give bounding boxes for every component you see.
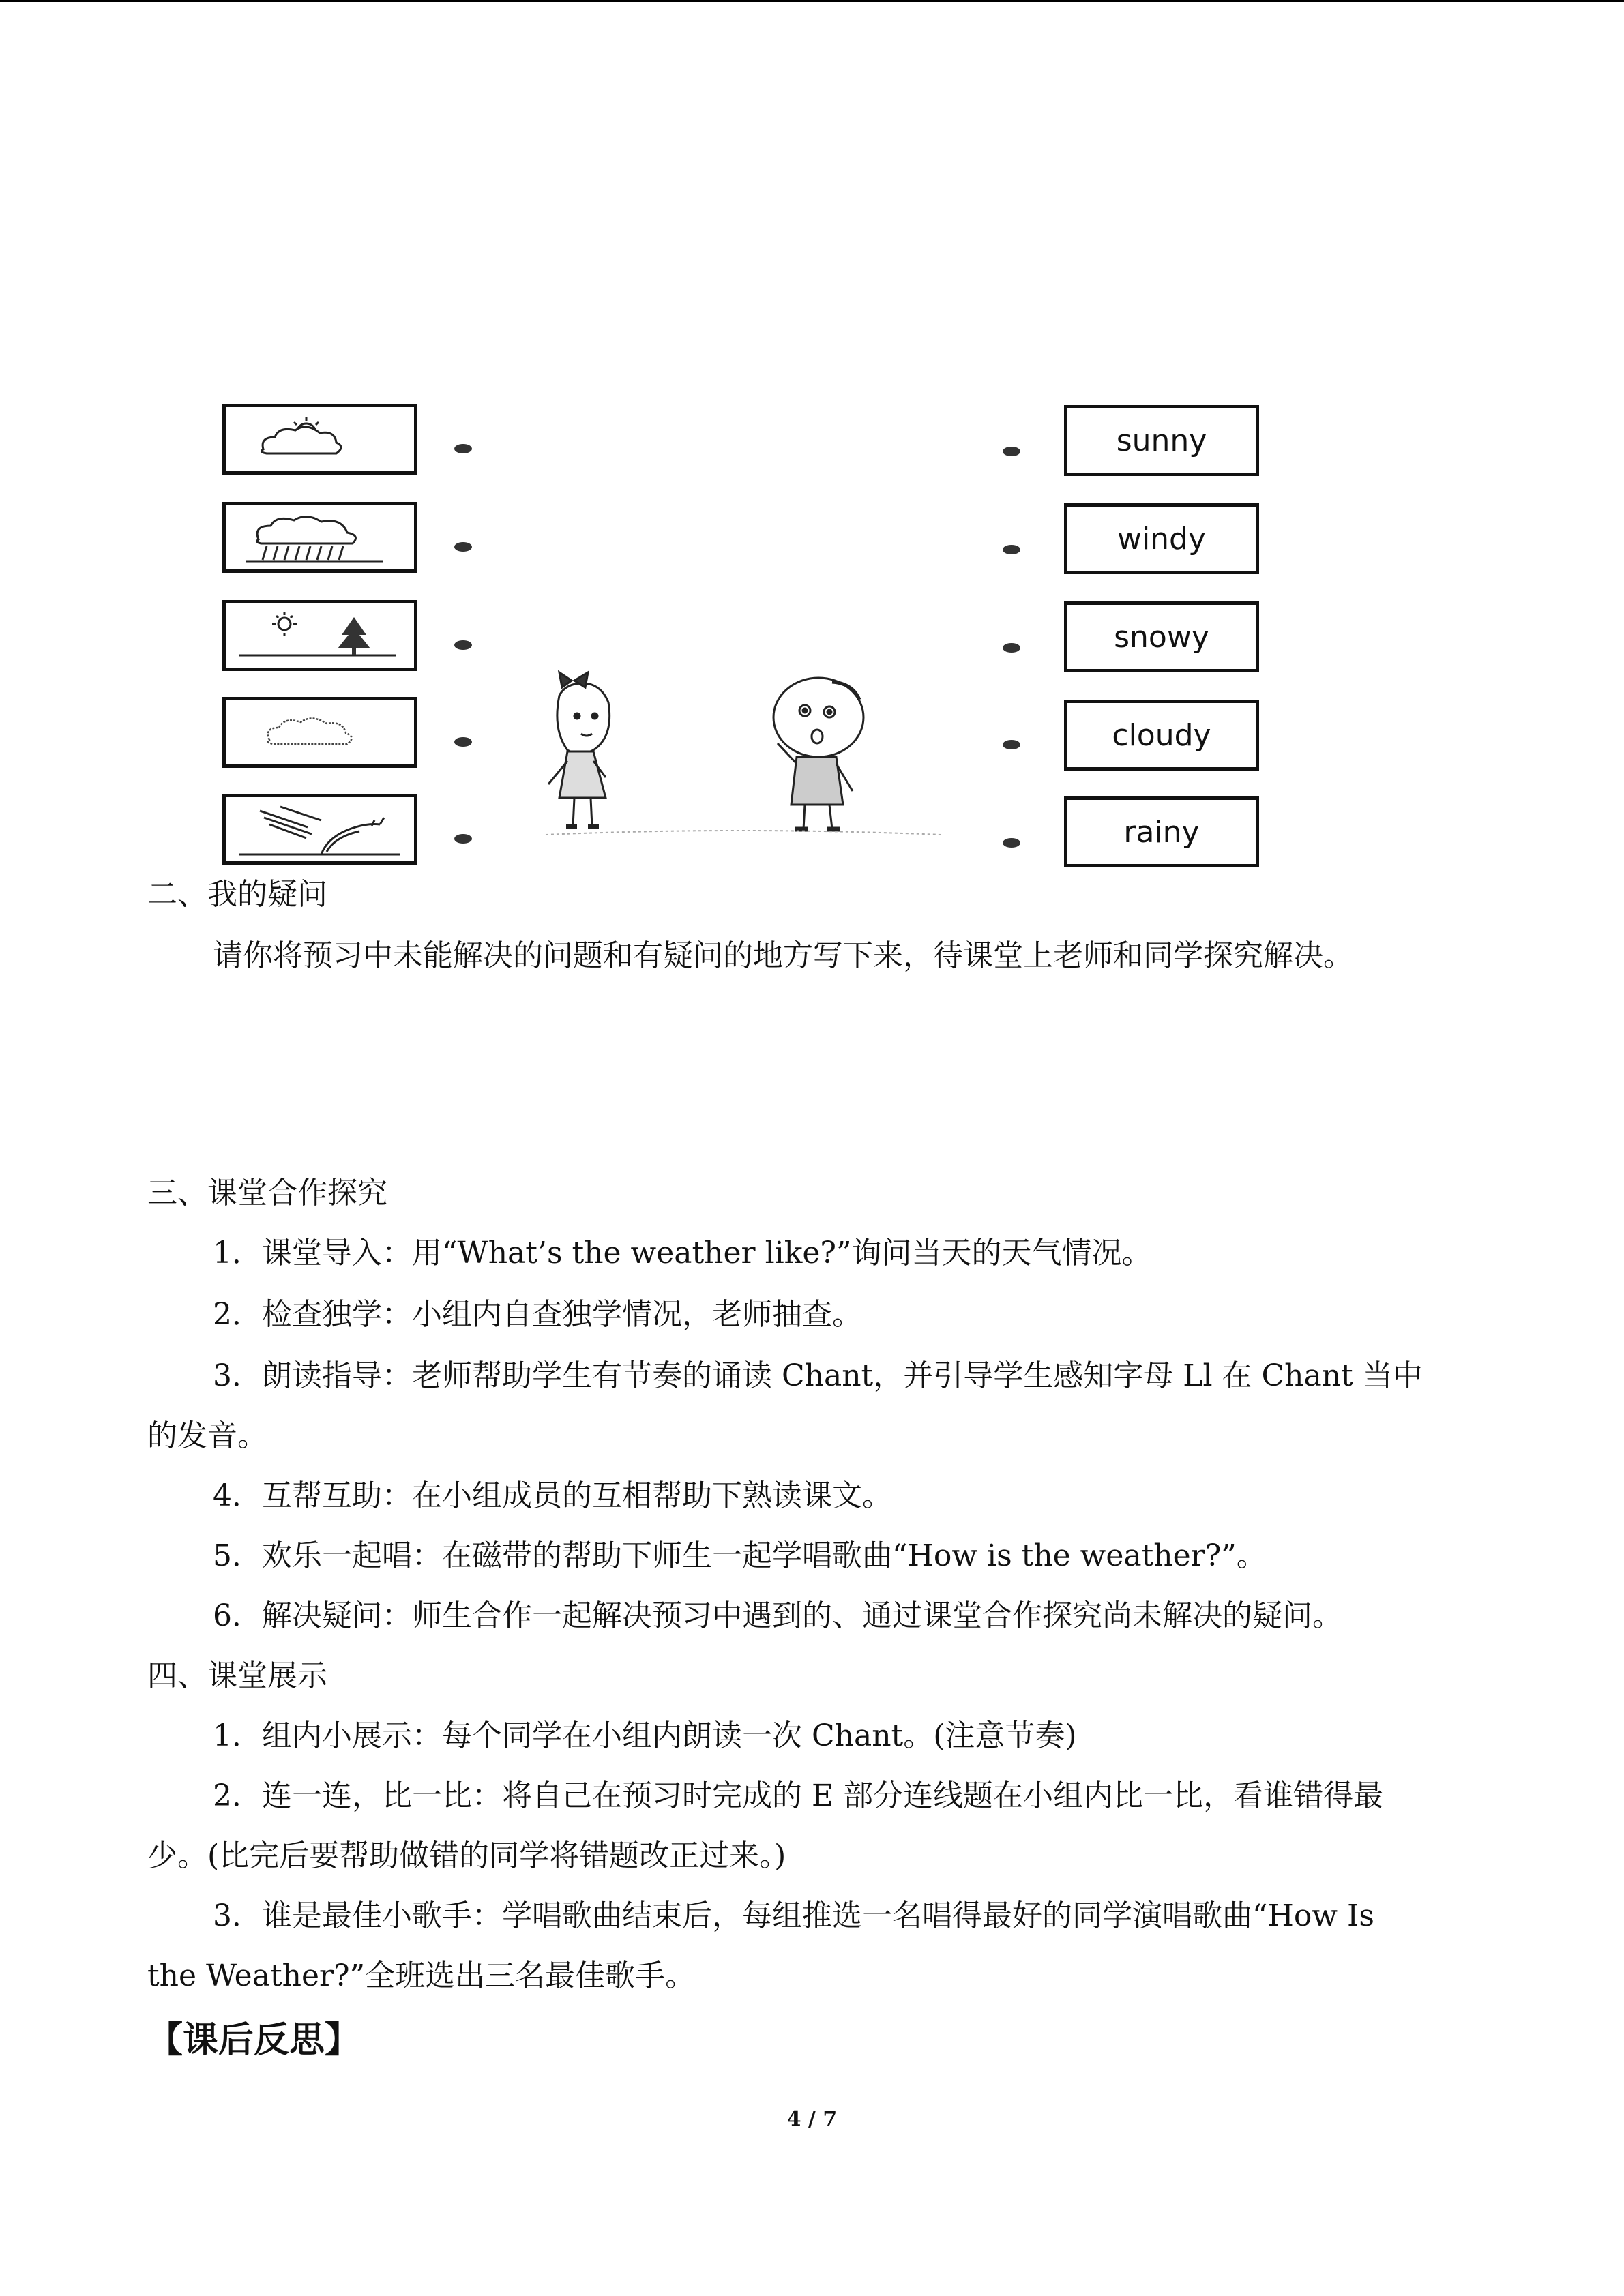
section3-heading: 三、课堂合作探究 xyxy=(147,1176,387,1210)
reflection-heading: 【课后反思】 xyxy=(147,2020,361,2061)
sun-cloud-icon xyxy=(226,407,414,471)
section4-item-1: 1．组内小展示：每个同学在小组内朗读一次 Chant。(注意节奏) xyxy=(213,1718,1077,1753)
picture-box-4 xyxy=(222,697,417,768)
sun-tree-icon xyxy=(226,603,414,668)
section3-item-6: 6．解决疑问：师生合作一起解决预习中遇到的、通过课堂合作探究尚未解决的疑问。 xyxy=(213,1598,1342,1633)
right-dot-3 xyxy=(1001,641,1022,655)
section2-instruction: 请你将预习中未能解决的问题和有疑问的地方写下来，待课堂上老师和同学探究解决。 xyxy=(213,938,1353,973)
right-dot-4 xyxy=(1001,738,1022,751)
section3-item-2: 2．检查独学：小组内自查独学情况，老师抽查。 xyxy=(213,1297,862,1332)
section3-item-5: 5．欢乐一起唱：在磁带的帮助下师生一起学唱歌曲“How is the weather?”。 xyxy=(213,1538,1267,1573)
picture-box-5 xyxy=(222,794,417,865)
word-box-rainy: rainy xyxy=(1064,796,1259,867)
right-dot-5 xyxy=(1001,836,1022,850)
section4-heading: 四、课堂展示 xyxy=(147,1658,327,1693)
picture-box-1 xyxy=(222,404,417,475)
section4-item-3: 3．谁是最佳小歌手：学唱歌曲结束后，每组推选一名唱得最好的同学演唱歌曲“How Is xyxy=(213,1898,1374,1933)
right-dot-2 xyxy=(1001,543,1022,556)
section4-item-3-cont: the Weather?”全班选出三名最佳歌手。 xyxy=(147,1958,696,1993)
picture-box-2 xyxy=(222,502,417,573)
cloud-icon xyxy=(226,700,414,764)
girl-figure xyxy=(548,672,610,826)
section4-item-2-cont: 少。(比完后要帮助做错的同学将错题改正过来。) xyxy=(147,1838,786,1873)
word-box-sunny: sunny xyxy=(1064,405,1259,476)
left-dot-2 xyxy=(453,540,473,554)
left-dot-1 xyxy=(453,442,473,456)
right-dot-1 xyxy=(1001,445,1022,458)
left-dot-5 xyxy=(453,832,473,846)
section3-item-3: 3．朗读指导：老师帮助学生有节奏的诵读 Chant，并引导学生感知字母 Ll 在 Chant 当中 xyxy=(213,1358,1423,1393)
matching-exercise xyxy=(0,0,1624,886)
picture-box-3 xyxy=(222,600,417,671)
page-number: 4 / 7 xyxy=(786,2107,838,2131)
section3-item-3-cont: 的发音。 xyxy=(147,1418,267,1453)
word-box-snowy: snowy xyxy=(1064,601,1259,672)
section3-item-4: 4．互帮互助：在小组成员的互相帮助下熟读课文。 xyxy=(213,1478,892,1513)
rain-cloud-icon xyxy=(226,505,414,569)
section2-heading: 二、我的疑问 xyxy=(147,877,327,912)
word-box-cloudy: cloudy xyxy=(1064,700,1259,771)
section4-item-2: 2．连一连，比一比：将自己在预习时完成的 E 部分连线题在小组内比一比，看谁错得最 xyxy=(213,1778,1384,1813)
left-dot-3 xyxy=(453,638,473,652)
wind-tree-icon xyxy=(226,797,414,861)
cartoon-children-illustration xyxy=(532,668,955,846)
boy-figure xyxy=(773,678,863,829)
left-dot-4 xyxy=(453,735,473,749)
word-box-windy: windy xyxy=(1064,503,1259,574)
section3-item-1: 1．课堂导入：用“What’s the weather like?”询问当天的天气情况。 xyxy=(213,1236,1152,1270)
